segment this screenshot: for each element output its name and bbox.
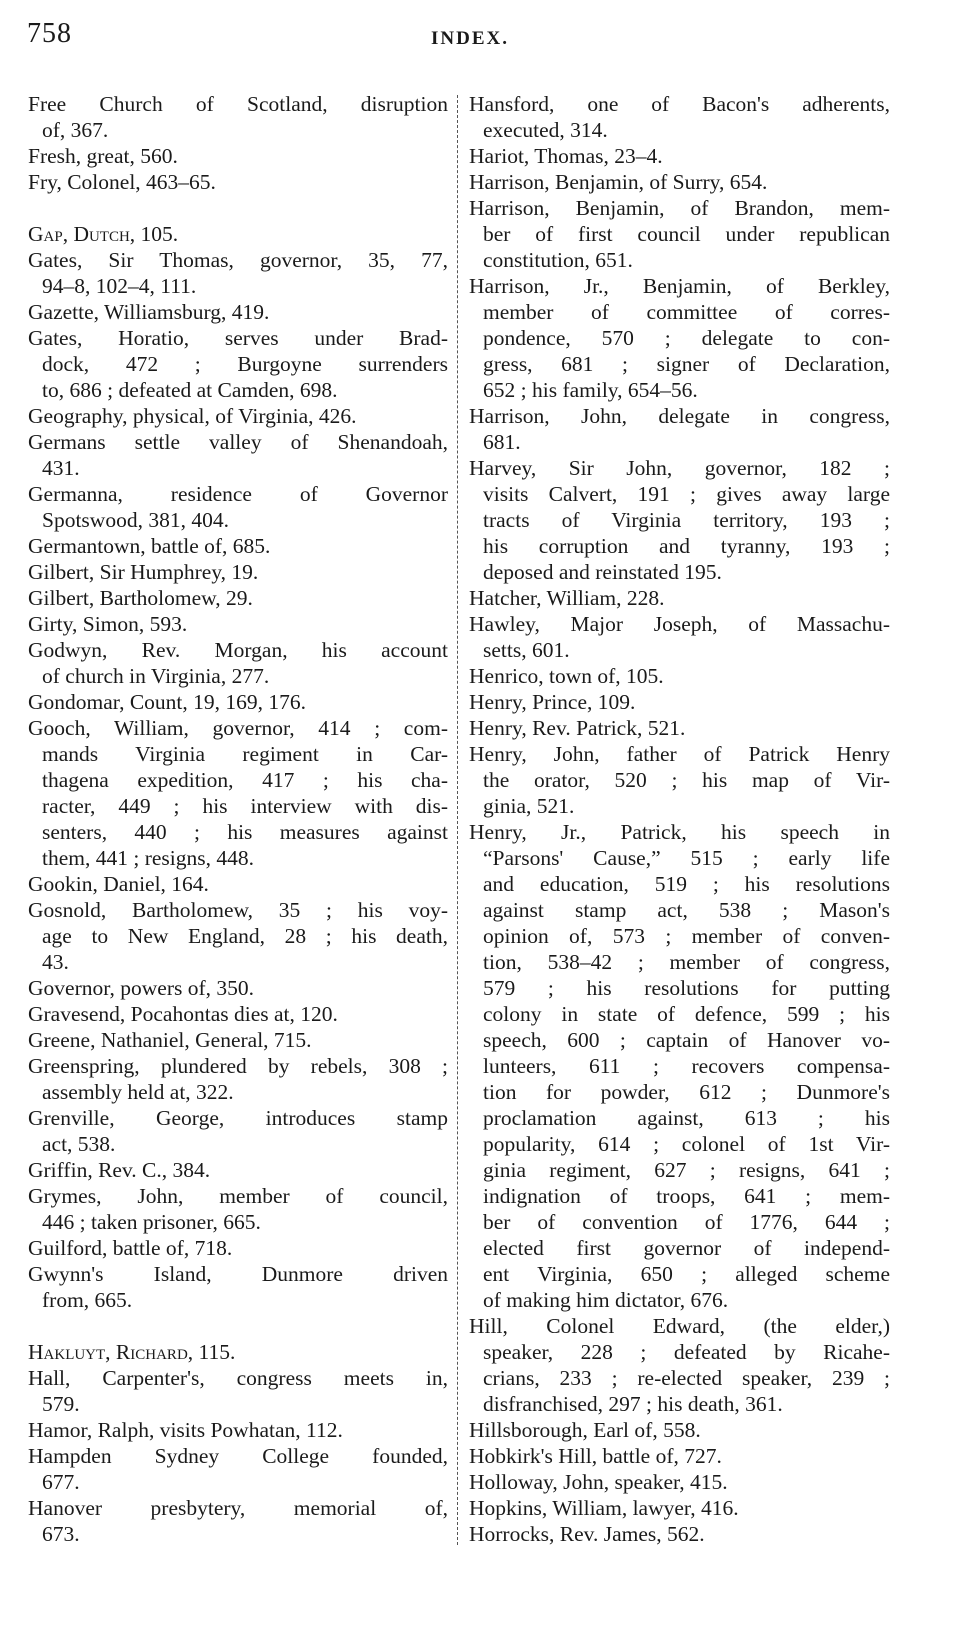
index-entry-line: 94–8, 102–4, 111.: [42, 274, 197, 298]
index-entry: [469, 585, 890, 611]
index-entry-line: constitution, 651.: [483, 248, 633, 272]
index-entry-line: senters, 440 ; his measures against: [42, 820, 448, 844]
index-entry-line: 446 ; taken prisoner, 665.: [42, 1210, 261, 1234]
index-entry-line: popularity, 614 ; colonel of 1st Vir-: [483, 1132, 890, 1156]
index-entry-line: Grymes, John, member of council,: [28, 1184, 448, 1208]
index-entry: [28, 1053, 448, 1105]
index-entry-line: Gilbert, Sir Humphrey, 19.: [28, 560, 259, 584]
index-entry-line: Henrico, town of, 105.: [469, 664, 664, 688]
index-entry: [469, 1443, 890, 1469]
index-entry-line: pondence, 570 ; delegate to con-: [483, 326, 890, 350]
index-entry: [469, 195, 890, 273]
index-entry: [469, 169, 890, 195]
index-entry-line: Hawley, Major Joseph, of Massachu-: [469, 612, 890, 636]
index-entry-line: Harrison, Benjamin, of Surry, 654.: [469, 170, 768, 194]
index-entry-line: from, 665.: [42, 1288, 133, 1312]
index-entry-line: proclamation against, 613 ; his: [483, 1106, 890, 1130]
index-entry: [28, 715, 448, 871]
index-entry-line: Henry, John, father of Patrick Henry: [469, 742, 890, 766]
index-entry-line: Hariot, Thomas, 23–4.: [469, 144, 663, 168]
index-entry-line: member of committee of corres-: [483, 300, 890, 324]
index-entry: [28, 429, 448, 481]
index-entry-line: Gookin, Daniel, 164.: [28, 872, 209, 896]
index-entry-line: Hillsborough, Earl of, 558.: [469, 1418, 701, 1442]
index-entry: [28, 1157, 448, 1183]
index-entry-line: ent Virginia, 650 ; alleged scheme: [483, 1262, 890, 1286]
index-entry: [469, 741, 890, 819]
index-entry: [469, 611, 890, 663]
index-entry-line: 431.: [42, 456, 80, 480]
index-entry-line: Hamor, Ralph, visits Powhatan, 112.: [28, 1418, 343, 1442]
index-entry: [28, 585, 448, 611]
index-entry-line: Greene, Nathaniel, General, 715.: [28, 1028, 312, 1052]
index-entry: [28, 1235, 448, 1261]
index-entry: [28, 1417, 448, 1443]
index-entry: [469, 1313, 890, 1417]
index-entry-line: Henry, Prince, 109.: [469, 690, 636, 714]
index-entry-line: Gondomar, Count, 19, 169, 176.: [28, 690, 307, 714]
index-entry-line: Germantown, battle of, 685.: [28, 534, 271, 558]
index-entry-line: speaker, 228 ; defeated by Ricahe-: [483, 1340, 890, 1364]
index-entry-line: Fry, Colonel, 463–65.: [28, 170, 216, 194]
index-entry: [28, 247, 448, 299]
index-entry: [28, 325, 448, 403]
index-entry-line: act, 538.: [42, 1132, 116, 1156]
index-entry: [28, 689, 448, 715]
index-entry: [469, 1521, 890, 1547]
index-entry: [28, 221, 448, 247]
index-entry: [469, 455, 890, 585]
index-entry: [28, 637, 448, 689]
index-entry-line: Geography, physical, of Virginia, 426.: [28, 404, 357, 428]
index-entry: [28, 1365, 448, 1417]
index-entry: [28, 1495, 448, 1547]
index-entry-line: 579.: [42, 1392, 80, 1416]
index-entry-line: speech, 600 ; captain of Hanover vo-: [483, 1028, 890, 1052]
index-entry-line: his corruption and tyranny, 193 ;: [483, 534, 890, 558]
index-entry-line: lunteers, 611 ; recovers compensa-: [483, 1054, 890, 1078]
index-entry: [28, 1339, 448, 1365]
index-entry-line: “Parsons' Cause,” 515 ; early life: [483, 846, 890, 870]
index-entry-line: Girty, Simon, 593.: [28, 612, 188, 636]
index-entry-line: Gosnold, Bartholomew, 35 ; his voy-: [28, 898, 448, 922]
index-entry-line: Free Church of Scotland, disruption: [28, 92, 448, 116]
index-entry-line: ber of first council under republican: [483, 222, 890, 246]
index-entry-line: thagena expedition, 417 ; his cha-: [42, 768, 448, 792]
index-entry-line: Hill, Colonel Edward, (the elder,): [469, 1314, 890, 1338]
page-number: 758: [27, 18, 72, 49]
index-entry-line: Gwynn's Island, Dunmore driven: [28, 1262, 448, 1286]
index-entry-line: Hopkins, William, lawyer, 416.: [469, 1496, 739, 1520]
index-entry: [28, 91, 448, 143]
index-entry: [28, 1261, 448, 1313]
index-entry: [469, 819, 890, 1313]
index-entry: [469, 1495, 890, 1521]
index-entry-line: Gates, Horatio, serves under Brad-: [28, 326, 448, 350]
index-column-right: [469, 91, 890, 1547]
index-entry-line: Hall, Carpenter's, congress meets in,: [28, 1366, 448, 1390]
index-entry-line: Guilford, battle of, 718.: [28, 1236, 233, 1260]
index-entry-line: Gap, Dutch, 105.: [28, 222, 179, 246]
index-entry-line: Harvey, Sir John, governor, 182 ;: [469, 456, 890, 480]
index-entry-line: and education, 519 ; his resolutions: [483, 872, 890, 896]
index-entry: [28, 1183, 448, 1235]
index-entry-line: 677.: [42, 1470, 80, 1494]
index-entry-line: 673.: [42, 1522, 80, 1546]
index-entry-line: Hansford, one of Bacon's adherents,: [469, 92, 890, 116]
index-entry-line: of making him dictator, 676.: [483, 1288, 729, 1312]
index-entry: [28, 1027, 448, 1053]
column-divider: [457, 95, 458, 1545]
running-head: INDEX.: [431, 28, 509, 49]
index-entry-line: Horrocks, Rev. James, 562.: [469, 1522, 705, 1546]
index-entry-line: Gilbert, Bartholomew, 29.: [28, 586, 253, 610]
index-entry-line: Godwyn, Rev. Morgan, his account: [28, 638, 448, 662]
index-entry-line: dock, 472 ; Burgoyne surrenders: [42, 352, 448, 376]
index-entry: [28, 871, 448, 897]
index-entry: [28, 533, 448, 559]
index-entry-line: opinion of, 573 ; member of conven-: [483, 924, 890, 948]
index-entry: [469, 403, 890, 455]
index-entry: [469, 663, 890, 689]
index-entry-line: of, 367.: [42, 118, 109, 142]
index-entry-line: Hobkirk's Hill, battle of, 727.: [469, 1444, 722, 1468]
index-entry: [469, 689, 890, 715]
index-entry-line: them, 441 ; resigns, 448.: [42, 846, 254, 870]
index-entry: [28, 559, 448, 585]
index-entry-line: Hampden Sydney College founded,: [28, 1444, 448, 1468]
index-entry-line: assembly held at, 322.: [42, 1080, 234, 1104]
index-entry: [28, 1443, 448, 1495]
index-entry-line: Governor, powers of, 350.: [28, 976, 255, 1000]
index-entry-line: ginia, 521.: [483, 794, 575, 818]
index-entry: [28, 481, 448, 533]
index-entry-line: Henry, Rev. Patrick, 521.: [469, 716, 686, 740]
index-entry-line: visits Calvert, 191 ; gives away large: [483, 482, 890, 506]
index-entry: [28, 897, 448, 975]
index-entry: [469, 715, 890, 741]
index-entry: [28, 403, 448, 429]
index-entry-line: Harrison, Benjamin, of Brandon, mem-: [469, 196, 890, 220]
index-entry-line: Hanover presbytery, memorial of,: [28, 1496, 448, 1520]
index-entry-line: against stamp act, 538 ; Mason's: [483, 898, 890, 922]
index-entry-line: gress, 681 ; signer of Declaration,: [483, 352, 890, 376]
index-entry-line: 43.: [42, 950, 69, 974]
index-entry: [28, 1001, 448, 1027]
index-entry-line: the orator, 520 ; his map of Vir-: [483, 768, 890, 792]
index-entry-line: Hakluyt, Richard, 115.: [28, 1340, 236, 1364]
index-entry-line: Spotswood, 381, 404.: [42, 508, 229, 532]
index-entry-line: Hatcher, William, 228.: [469, 586, 665, 610]
index-entry-line: Gazette, Williamsburg, 419.: [28, 300, 270, 324]
index-entry-line: Greenspring, plundered by rebels, 308 ;: [28, 1054, 448, 1078]
index-entry-line: Germans settle valley of Shenandoah,: [28, 430, 448, 454]
index-entry: [28, 169, 448, 195]
index-entry-line: disfranchised, 297 ; his death, 361.: [483, 1392, 783, 1416]
index-entry-line: 681.: [483, 430, 521, 454]
index-entry-line: racter, 449 ; his interview with dis-: [42, 794, 448, 818]
index-entry: [469, 273, 890, 403]
index-entry: [469, 143, 890, 169]
index-column-left: [28, 91, 448, 1547]
index-entry-line: colony in state of defence, 599 ; his: [483, 1002, 890, 1026]
index-entry: [28, 1105, 448, 1157]
index-entry-line: Fresh, great, 560.: [28, 144, 178, 168]
index-entry-line: Holloway, John, speaker, 415.: [469, 1470, 728, 1494]
index-entry-line: Grenville, George, introduces stamp: [28, 1106, 448, 1130]
index-entry: [469, 1417, 890, 1443]
index-entry-line: deposed and reinstated 195.: [483, 560, 722, 584]
index-entry-line: age to New England, 28 ; his death,: [42, 924, 448, 948]
index-entry-line: 579 ; his resolutions for putting: [483, 976, 890, 1000]
index-entry-line: elected first governor of independ-: [483, 1236, 890, 1260]
index-entry: [28, 299, 448, 325]
index-entry-line: mands Virginia regiment in Car-: [42, 742, 448, 766]
index-entry-line: Henry, Jr., Patrick, his speech in: [469, 820, 890, 844]
index-entry-line: ber of convention of 1776, 644 ;: [483, 1210, 890, 1234]
index-entry: [469, 1469, 890, 1495]
index-entry-line: Gates, Sir Thomas, governor, 35, 77,: [28, 248, 448, 272]
index-entry: [28, 975, 448, 1001]
index-entry-line: tion, 538–42 ; member of congress,: [483, 950, 890, 974]
index-entry: [28, 143, 448, 169]
index-entry-line: Germanna, residence of Governor: [28, 482, 448, 506]
index-entry-line: executed, 314.: [483, 118, 608, 142]
index-entry-line: setts, 601.: [483, 638, 570, 662]
index-entry-line: of church in Virginia, 277.: [42, 664, 270, 688]
index-entry-line: Harrison, Jr., Benjamin, of Berkley,: [469, 274, 890, 298]
index-entry-line: tracts of Virginia territory, 193 ;: [483, 508, 890, 532]
index-entry-line: tion for powder, 612 ; Dunmore's: [483, 1080, 890, 1104]
index-entry: [28, 611, 448, 637]
index-entry-line: to, 686 ; defeated at Camden, 698.: [42, 378, 338, 402]
index-entry-line: crians, 233 ; re-elected speaker, 239 ;: [483, 1366, 890, 1390]
index-entry-line: Gooch, William, governor, 414 ; com-: [28, 716, 448, 740]
index-entry-line: ginia regiment, 627 ; resigns, 641 ;: [483, 1158, 890, 1182]
index-entry-line: 652 ; his family, 654–56.: [483, 378, 698, 402]
index-entry-line: Harrison, John, delegate in congress,: [469, 404, 890, 428]
index-entry-line: Griffin, Rev. C., 384.: [28, 1158, 211, 1182]
index-entry-line: Gravesend, Pocahontas dies at, 120.: [28, 1002, 338, 1026]
index-entry: [469, 91, 890, 143]
index-entry-line: indignation of troops, 641 ; mem-: [483, 1184, 890, 1208]
